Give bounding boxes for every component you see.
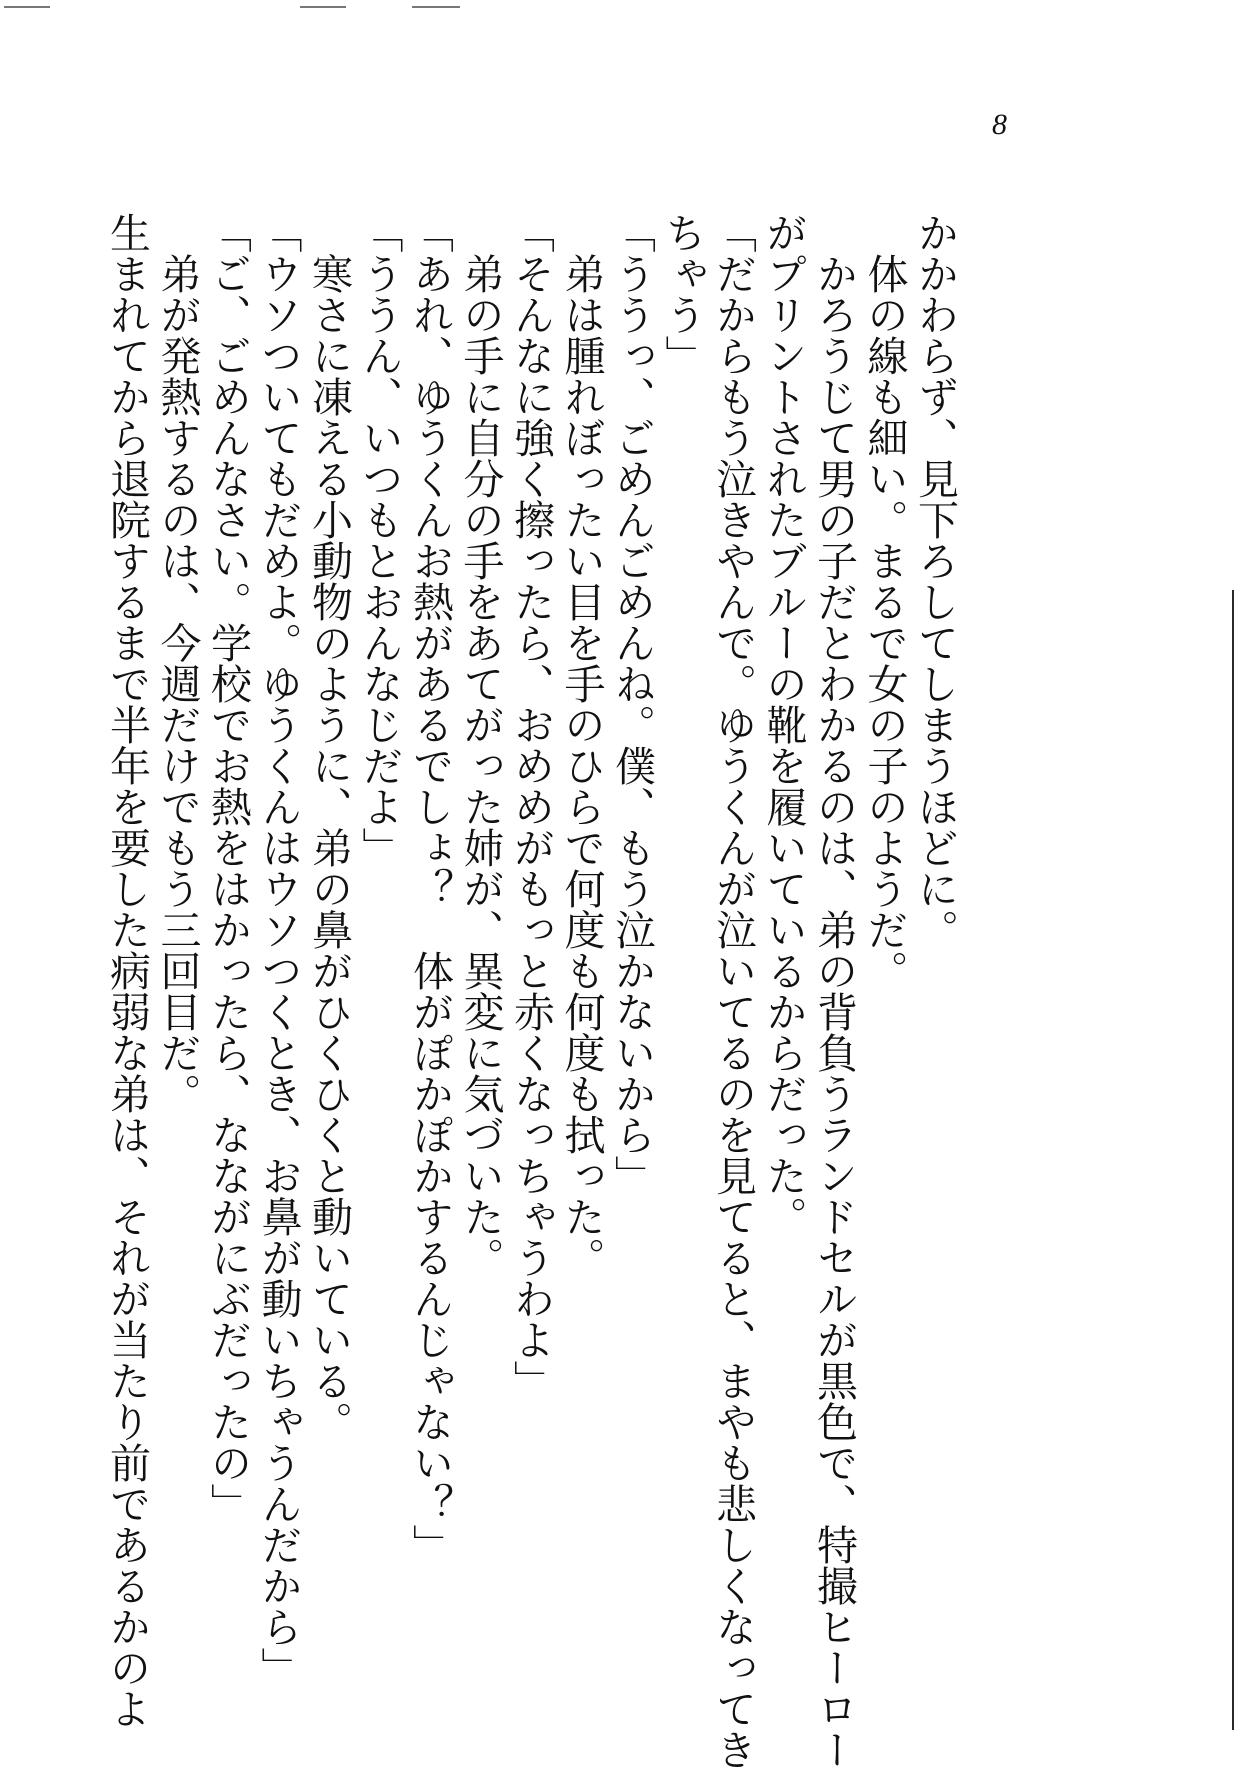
text-line: 「ううん、いつもとおんなじだよ」 [355, 212, 404, 868]
page-number: 8 [992, 108, 1007, 141]
text-line: 体の線も細い。まるで女の子のようだ。 [860, 212, 909, 991]
text-line: 弟の手に自分の手をあてがった姉が、異変に気づいた。 [456, 212, 505, 1278]
text-line: ちゃう」 [658, 212, 707, 376]
text-line: がプリントされたブルーの靴を履いているからだった。 [759, 212, 808, 1237]
text-line: 「だからもう泣きやんで。ゆうくんが泣いてるのを見てると、まやも悲しくなってき [709, 212, 757, 1770]
text-line: 弟は腫れぼったい目を手のひらで何度も何度も拭った。 [557, 212, 606, 1278]
page-gutter-line [1232, 590, 1234, 1730]
text-line: かろうじて男の子だとわかるのは、弟の背負うランドセルが黒色で、特撮ヒーロー [810, 212, 858, 1770]
text-line: 「ううっ、ごめんごめんね。僕、もう泣かないから」 [608, 212, 656, 1196]
vertical-text-body [103, 212, 960, 1770]
text-line: かかわらず、見下ろしてしまうほどに。 [911, 212, 959, 950]
text-line: 寒さに凍える小動物のように、弟の鼻がひくひくと動いている。 [305, 212, 353, 1442]
text-line: 「あれ、ゆうくんお熱があるでしょ？ 体がぽかぽかするんじゃない？」 [406, 212, 454, 1565]
text-line: 「ご、ごめんなさい。学校でお熱をはかったら、なながにぶだったの」 [204, 212, 252, 1524]
text-line: 弟が発熱するのは、今週だけでもう三回目だ。 [153, 212, 202, 1114]
text-line: 「そんなに強く擦ったら、おめめがもっと赤くなっちゃうわよ」 [507, 212, 555, 1401]
scan-artifact-marks [0, 0, 600, 14]
text-line: 生まれてから退院するまで半年を要した病弱な弟は、それが当たり前であるかのよ [103, 212, 151, 1729]
text-line: 「ウソついてもだめよ。ゆうくんはウソつくとき、お鼻が動いちゃうんだから」 [254, 212, 303, 1688]
